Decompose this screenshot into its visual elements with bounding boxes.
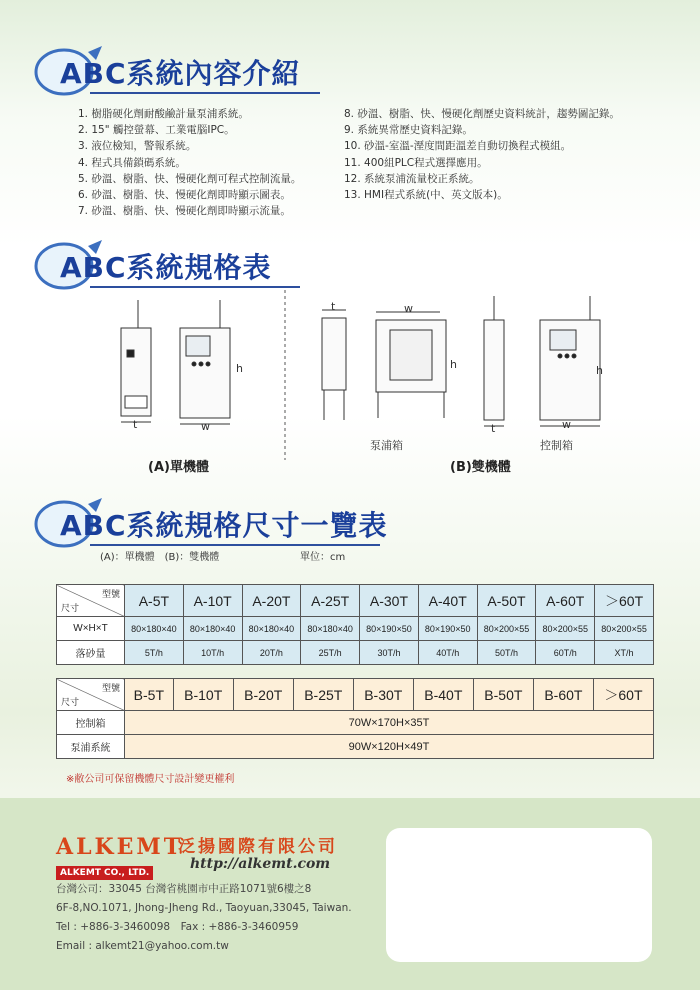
model-header: A-20T (242, 585, 301, 617)
table-cell: XT/h (595, 641, 654, 665)
model-header: A-10T (183, 585, 242, 617)
disclaimer-note: ※敝公司可保留機體尺寸設計變更權利 (66, 774, 235, 785)
control-box-label: 控制箱 (540, 439, 573, 452)
row-label: W×H×T (57, 617, 125, 641)
model-header: B-40T (413, 679, 473, 711)
logo-subtitle: ALKEMT CO., LTD. (56, 866, 153, 880)
single-unit-front-view (180, 300, 230, 424)
row-label: 泵浦系統 (57, 735, 125, 759)
table-cell: 80×200×55 (477, 617, 536, 641)
model-header: B-20T (233, 679, 293, 711)
company-logo (56, 834, 184, 880)
table-cell: 70W×170H×35T (125, 711, 654, 735)
legend: (A)：單機體 (B)：雙機體 (100, 552, 220, 563)
dim-label: t (491, 422, 496, 435)
row-label: 控制箱 (57, 711, 125, 735)
model-header: B-30T (353, 679, 413, 711)
company-name: 泛揚國際有限公司 (178, 837, 338, 857)
title-underline (90, 286, 300, 288)
logo-name: ALKEMT (56, 834, 184, 860)
table-row (57, 711, 654, 735)
table-cell: 40T/h (418, 641, 477, 665)
dim-label: h (450, 358, 457, 371)
spec-table-a (56, 584, 654, 665)
table-row (57, 735, 654, 759)
dim-label: h (596, 364, 603, 377)
feature-list-right (344, 106, 620, 203)
model-header: B-50T (473, 679, 533, 711)
corner-size-label: 尺寸 (61, 697, 80, 707)
corner-model-label: 型號 (101, 683, 120, 693)
table-row (57, 585, 654, 617)
feature-item: 11. 400組PLC程式選擇應用。 (344, 156, 488, 169)
blank-panel (386, 828, 652, 962)
feature-list-left (78, 106, 301, 219)
feature-item: 4. 程式具備鎖碼系統。 (78, 156, 186, 169)
table-corner-cell (57, 585, 125, 617)
table-cell: 80×180×40 (183, 617, 242, 641)
table-row (57, 617, 654, 641)
model-header: A-50T (477, 585, 536, 617)
model-header: A-40T (418, 585, 477, 617)
control-box-front-view (540, 296, 600, 426)
table-cell: 80×200×55 (595, 617, 654, 641)
model-header: A-60T (536, 585, 595, 617)
feature-item: 5. 砂溫、樹脂、快、慢硬化劑可程式控制流量。 (78, 172, 302, 185)
dim-label: t (133, 418, 138, 431)
unit-label: 單位：cm (300, 552, 346, 563)
title-underline (90, 544, 380, 546)
section-title: ABC系統內容介紹 (60, 57, 301, 90)
model-header: A-30T (360, 585, 419, 617)
dim-label: t (331, 300, 336, 313)
dim-label: w (562, 418, 571, 431)
spec-table-b (56, 678, 654, 759)
feature-item: 10. 砂溫-室溫-溼度間距溫差自動切換程式模組。 (344, 140, 572, 153)
table-cell: 50T/h (477, 641, 536, 665)
title-underline (90, 92, 320, 94)
machine-diagram (0, 290, 700, 480)
table-cell: 20T/h (242, 641, 301, 665)
address-line: 台灣公司：33045 台灣省桃園市中正路1071號6樓之8 (56, 883, 312, 895)
caption-double: (B)雙機體 (450, 460, 511, 475)
feature-item: 6. 砂溫、樹脂、快、慢硬化劑即時顯示圖表。 (78, 189, 291, 202)
phone-fax-line: Tel : +886-3-3460098 Fax : +886-3-3460959 (56, 921, 299, 933)
model-header: ＞60T (593, 679, 653, 711)
table-cell: 25T/h (301, 641, 360, 665)
table-cell: 80×190×50 (360, 617, 419, 641)
feature-item: 12. 系統泵浦流量校正系統。 (344, 172, 480, 185)
table-cell: 80×200×55 (536, 617, 595, 641)
model-header: A-25T (301, 585, 360, 617)
section-title: ABC系統規格表 (60, 251, 272, 284)
pump-box-front-view (376, 312, 446, 418)
pump-box-side-view (322, 310, 346, 420)
model-header: B-5T (125, 679, 174, 711)
corner-model-label: 型號 (101, 589, 120, 599)
section-header-spec (30, 234, 330, 294)
model-header: B-25T (293, 679, 353, 711)
table-cell: 10T/h (183, 641, 242, 665)
email-line[interactable]: Email : alkemt21@yahoo.com.tw (56, 940, 229, 952)
dim-label: h (236, 362, 243, 375)
dim-label: w (201, 420, 210, 433)
table-cell: 80×190×50 (418, 617, 477, 641)
table-corner-cell (57, 679, 125, 711)
table-cell: 80×180×40 (242, 617, 301, 641)
model-header: B-10T (173, 679, 233, 711)
table-cell: 5T/h (125, 641, 184, 665)
model-header: ＞60T (595, 585, 654, 617)
website-link[interactable]: http://alkemt.com (190, 856, 331, 872)
control-box-side-view (484, 296, 504, 426)
table-cell: 80×180×40 (125, 617, 184, 641)
table-row (57, 679, 654, 711)
feature-item: 2. 15" 觸控螢幕、工業電腦IPC。 (78, 124, 235, 137)
table-cell: 80×180×40 (301, 617, 360, 641)
table-cell: 90W×120H×49T (125, 735, 654, 759)
model-header: B-60T (533, 679, 593, 711)
contact-block (56, 880, 352, 956)
section-header-intro (30, 40, 330, 100)
table-cell: 60T/h (536, 641, 595, 665)
single-unit-side-view (121, 300, 151, 422)
pump-box-label: 泵浦箱 (370, 439, 403, 452)
feature-item: 9. 系統異常歷史資料記錄。 (344, 124, 473, 137)
corner-size-label: 尺寸 (61, 603, 80, 613)
feature-item: 7. 砂溫、樹脂、快、慢硬化劑即時顯示流量。 (78, 205, 291, 218)
feature-item: 3. 液位檢知，警報系統。 (78, 140, 197, 153)
section-header-size-table (30, 492, 390, 552)
feature-item: 8. 砂溫、樹脂、快、慢硬化劑歷史資料統計，趨勢圖記錄。 (344, 108, 620, 120)
table-row (57, 641, 654, 665)
caption-single: (A)單機體 (148, 460, 209, 475)
model-header: A-5T (125, 585, 184, 617)
address-line: 6F-8,NO.1071, Jhong-Jheng Rd., Taoyuan,33045, Taiwan. (56, 902, 352, 914)
table-cell: 30T/h (360, 641, 419, 665)
dim-label: w (404, 302, 413, 315)
feature-item: 1. 樹脂硬化劑耐酸鹼計量泵浦系統。 (78, 108, 249, 120)
feature-item: 13. HMI程式系統(中、英文版本)。 (344, 189, 508, 202)
section-title: ABC系統規格尺寸一覽表 (60, 509, 388, 542)
row-label: 落砂量 (57, 641, 125, 665)
